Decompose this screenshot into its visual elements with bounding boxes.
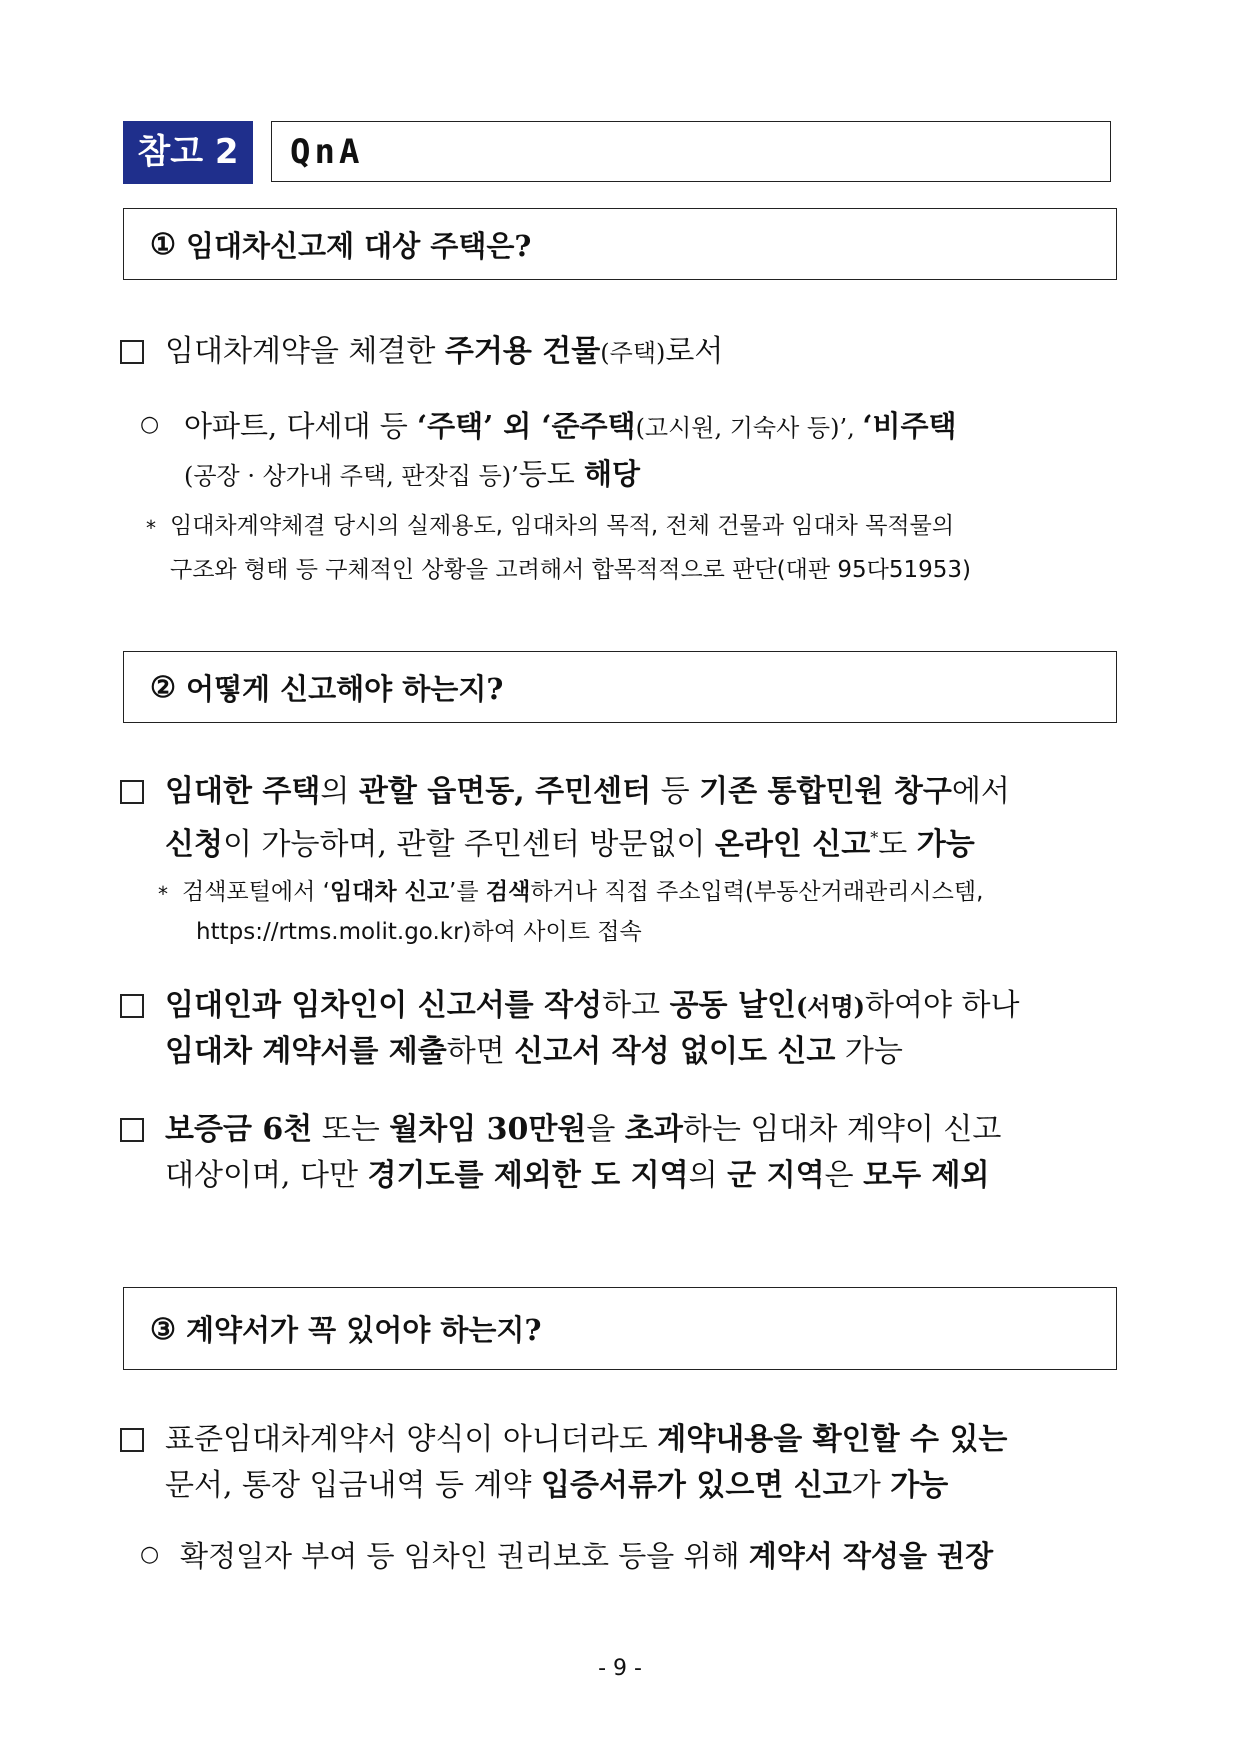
text: 임대차계약을 체결한 xyxy=(165,334,445,369)
item-line xyxy=(184,406,957,448)
text: 모두 제외 xyxy=(863,1158,990,1193)
text: 임대차 신고 xyxy=(329,879,450,905)
text: (고시원, 기숙사 등)’, xyxy=(635,414,863,442)
text: 하여야 하나 xyxy=(865,988,1020,1023)
text: 확정일자 부여 등 임차인 권리보호 등을 위해 xyxy=(180,1539,749,1573)
text: * xyxy=(870,828,879,847)
checkbox-square-icon xyxy=(120,1428,144,1452)
text: 신고서 작성 없이도 신고 xyxy=(514,1034,836,1069)
text: 월차임 30만원 xyxy=(389,1112,587,1147)
text: ’를 xyxy=(449,879,486,905)
text: 온라인 신고 xyxy=(714,827,871,862)
asterisk-icon: * xyxy=(158,882,168,906)
text: 관할 읍면동, 주민센터 xyxy=(358,774,652,809)
text: 등 xyxy=(651,774,700,809)
text: 도 xyxy=(878,827,917,862)
question-number: ① xyxy=(150,227,176,261)
question-number: ③ xyxy=(150,1311,176,1346)
page-title: QnA xyxy=(271,121,1111,182)
item-line xyxy=(165,332,723,373)
text: 신청 xyxy=(165,827,223,862)
text: 보증금 6천 xyxy=(165,1112,313,1147)
asterisk-icon: * xyxy=(146,516,156,540)
text: 하는 임대차 계약이 신고 xyxy=(682,1112,1002,1147)
text: 등도 xyxy=(518,457,585,491)
item-line xyxy=(165,1156,989,1196)
text: 초과 xyxy=(624,1112,683,1147)
question-text: 계약서가 꼭 있어야 하는지? xyxy=(186,1313,542,1347)
text: ‘주택’ 외 ‘준주택 xyxy=(416,409,636,443)
text: (공장 · 상가내 주택, 판잣집 등)’ xyxy=(184,462,519,490)
circle-bullet-icon: ○ xyxy=(140,412,160,437)
text: 임대한 주택 xyxy=(165,774,321,809)
note-line: https://rtms.molit.go.kr)하여 사이트 접속 xyxy=(196,919,642,945)
circle-bullet-icon: ○ xyxy=(140,1542,160,1567)
text: 또는 xyxy=(312,1112,390,1147)
text: 가능 xyxy=(890,1468,949,1503)
text: 이 가능하며, 관할 주민센터 방문없이 xyxy=(222,827,715,862)
text: 주거용 건물 xyxy=(444,334,601,369)
text: 군 지역 xyxy=(727,1158,825,1193)
text: 임대차 계약서를 제출 xyxy=(165,1034,447,1069)
text: 가 xyxy=(851,1468,891,1503)
checkbox-square-icon xyxy=(120,1118,144,1142)
text: 기존 통합민원 창구 xyxy=(699,774,952,809)
checkbox-square-icon xyxy=(120,340,144,364)
text: 공동 날인 xyxy=(669,988,796,1023)
item-line xyxy=(165,1466,948,1506)
text: 하고 xyxy=(602,988,670,1023)
text: 에서 xyxy=(951,774,1010,809)
text: ‘비주택 xyxy=(862,409,957,443)
text: 대상이며, 다만 xyxy=(165,1158,368,1193)
text: 입증서류가 있으면 신고 xyxy=(541,1468,852,1503)
text: 검색 xyxy=(485,879,531,905)
text: , 통장 입금내역 등 계약 xyxy=(222,1468,542,1503)
text: 을 xyxy=(586,1112,625,1147)
text: 표준임대차계약서 양식이 아니더라도 xyxy=(165,1422,658,1457)
item-line xyxy=(165,986,1019,1027)
text: 검색포털에서 ‘ xyxy=(182,879,330,905)
text: 계약내용을 확인할 수 있는 xyxy=(657,1422,1008,1457)
item-line xyxy=(165,818,975,865)
text: 하거나 직접 주소입력(부동산거래관리시스템, xyxy=(530,879,984,905)
note-line: 임대차계약체결 당시의 실제용도, 임대차의 목적, 전체 건물과 임대차 목적물의 xyxy=(170,513,955,539)
page-number: - 9 - xyxy=(598,1656,642,1681)
text: (주택) xyxy=(600,339,666,367)
checkbox-square-icon xyxy=(120,994,144,1018)
item-line xyxy=(180,1536,993,1576)
question-text: 어떻게 신고해야 하는지? xyxy=(186,671,504,706)
note-line: 구조와 형태 등 구체적인 상황을 고려해서 합목적적으로 판단(대판 95다51953) xyxy=(170,557,971,583)
checkbox-square-icon xyxy=(120,780,144,804)
question-number: ② xyxy=(150,670,176,704)
reference-tag: 참고 2 xyxy=(123,121,253,184)
text: 의 xyxy=(688,1158,728,1193)
text: 아파트, 다세대 등 xyxy=(184,409,417,443)
text: 의 xyxy=(320,774,359,809)
question-box-1 xyxy=(123,208,1117,280)
item-line xyxy=(165,772,1010,812)
text: 하면 xyxy=(446,1034,515,1069)
question-box-3 xyxy=(123,1287,1117,1370)
text: 경기도를 제외한 도 지역 xyxy=(367,1158,689,1193)
text: 가능 xyxy=(835,1034,903,1069)
item-line xyxy=(165,1110,1001,1150)
text: 은 xyxy=(824,1158,864,1193)
item-line xyxy=(184,454,640,496)
text: 해당 xyxy=(584,457,641,491)
note-line xyxy=(182,876,983,908)
text: 임대인과 임차인이 신고서를 작성 xyxy=(165,988,603,1023)
question-text: 임대차신고제 대상 주택은? xyxy=(186,228,532,263)
text: 가능 xyxy=(916,827,975,862)
text: 문서 xyxy=(165,1468,223,1503)
item-line xyxy=(165,1032,903,1072)
text: 계약서 작성을 권장 xyxy=(748,1539,994,1573)
text: (서명) xyxy=(795,992,866,1021)
text: 로서 xyxy=(665,334,724,369)
question-box-2 xyxy=(123,651,1117,723)
item-line xyxy=(165,1420,1007,1460)
